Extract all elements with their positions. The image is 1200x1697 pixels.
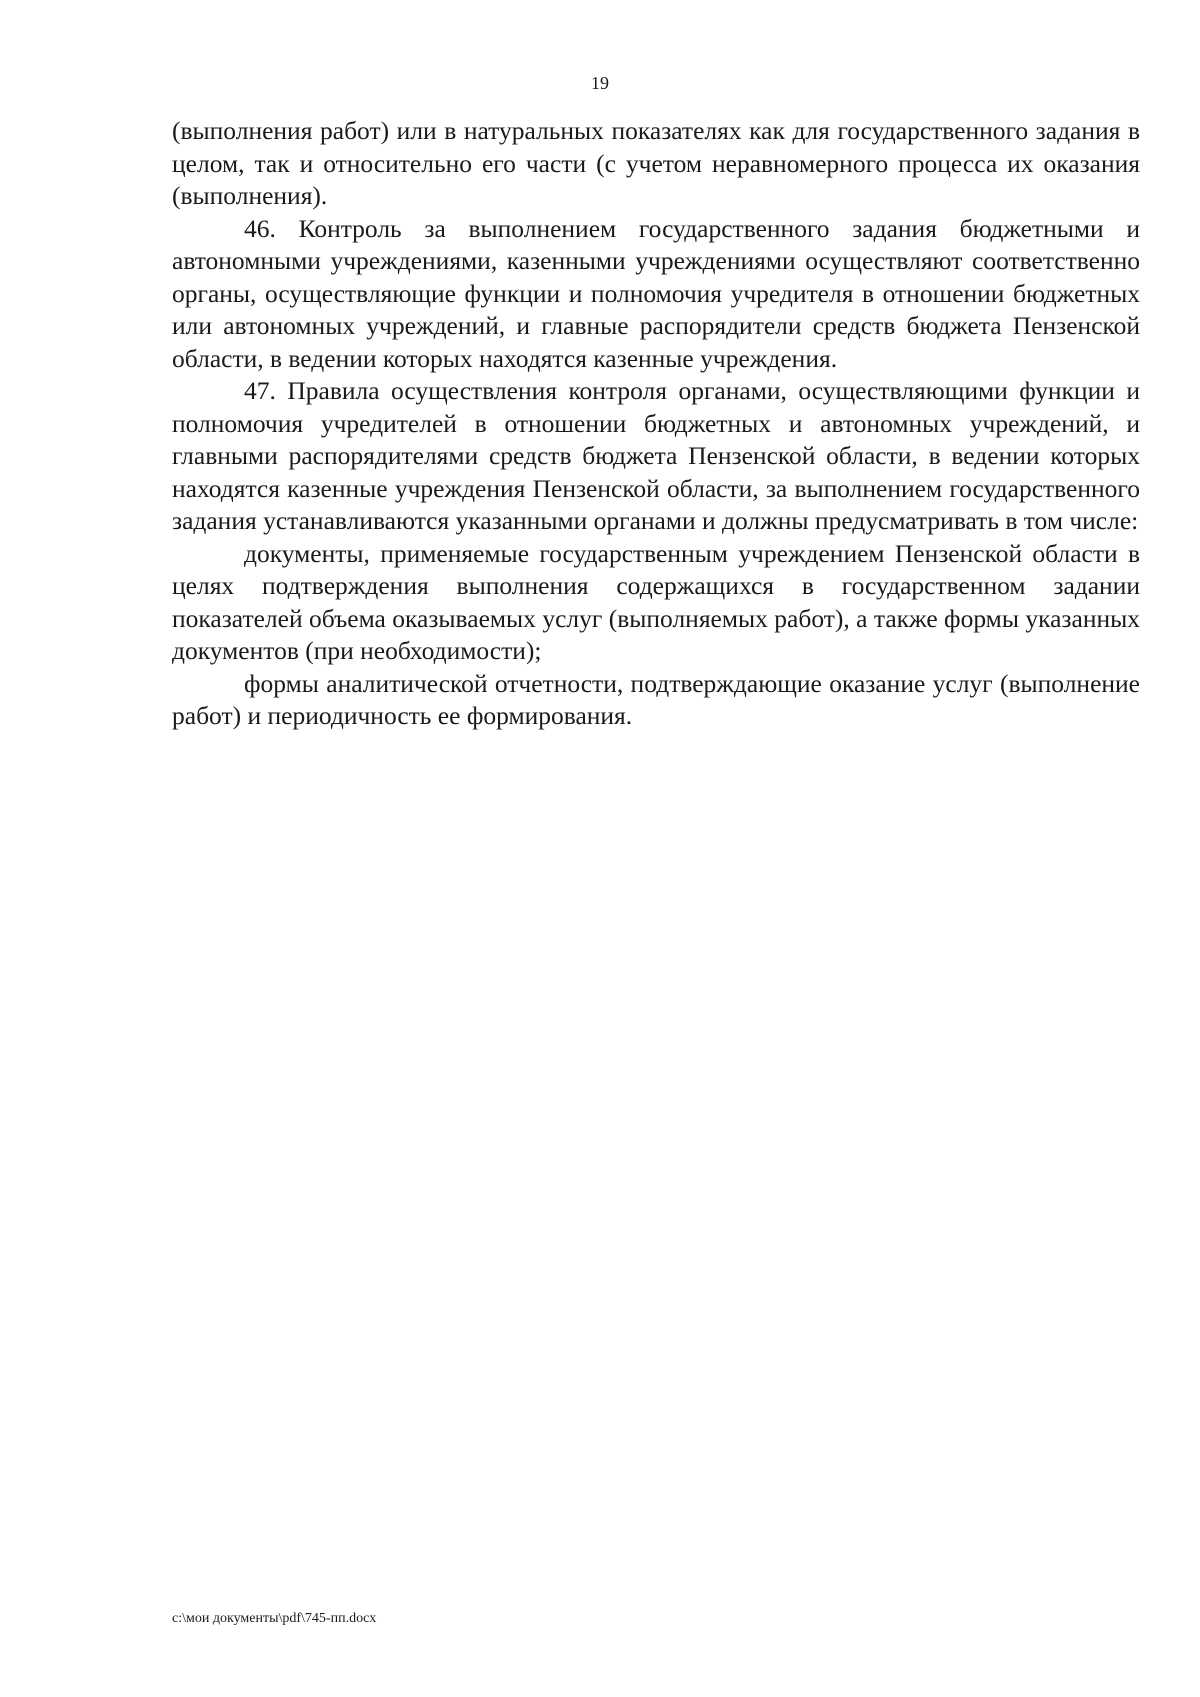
paragraph-46: 46. Контроль за выполнением государственного задания бюджетными и автономными учреждениями, казенными учреждениями осуществляют соответственно органы, осуществляющие функции и полномочия учредителя в отношении бюджетных или автономных учреждений, и главные распорядители средств бюджета Пензенской области, в ведении которых находятся казенные учреждения. [172, 213, 1140, 373]
document-body [172, 115, 1140, 733]
paragraph-47: 47. Правила осуществления контроля органами, осуществляющими функции и полномочия учредителей в отношении бюджетных и автономных учреждений, и главными распорядителями средств бюджета Пензенской области, в ведении которых находятся казенные учреждения Пензенской области, за выполнением государственного задания устанавливаются указанными органами и должны предусматривать в том числе: [172, 376, 1140, 535]
paragraph-documents: документы, применяемые государственным учреждением Пензенской области в целях подтверждения выполнения содержащихся в государственном задании показателей объема оказываемых услуг (выполняемых работ), а также формы указанных документов (при необходимости); [172, 538, 1140, 665]
footer-file-path: c:\мои документы\pdf\745-пп.docx [172, 1611, 377, 1626]
page-number: 19 [591, 73, 609, 93]
paragraph-continuation: (выполнения работ) или в натуральных показателях как для государственного задания в целом, так и относительно его части (с учетом неравномерного процесса их оказания (выполнения). [172, 116, 1140, 210]
paragraph-reporting-forms: формы аналитической отчетности, подтверждающие оказание услуг (выполнение работ) и периодичность ее формирования. [172, 668, 1140, 730]
